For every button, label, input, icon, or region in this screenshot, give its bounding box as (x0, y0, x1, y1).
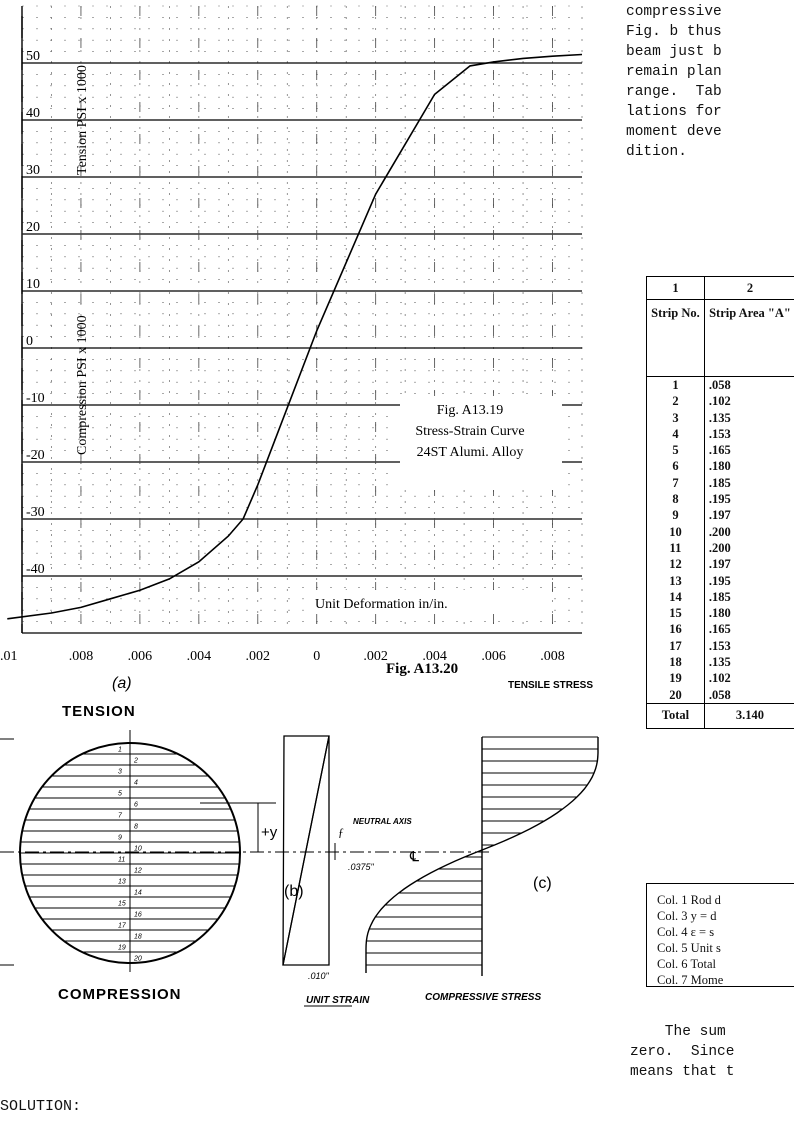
fig-a13-20-title: Fig. A13.20 (386, 661, 459, 677)
strip-number: 10 (134, 845, 142, 853)
strip-area-column (704, 377, 794, 704)
strip-number-cell: 20 (669, 687, 682, 702)
strip-number-cell: 5 (672, 443, 679, 458)
strip-area-cell: .197 (708, 557, 731, 572)
text-line: zero. Since (630, 1044, 735, 1060)
strip-number-cell: 14 (669, 589, 682, 604)
y-tick-label: -30 (26, 505, 45, 520)
strip-number: 11 (118, 856, 126, 864)
text-line: beam just b (626, 44, 722, 60)
neutral-axis-text: NEUTRAL AXIS (353, 817, 412, 826)
text-line: range. Tab (626, 84, 722, 100)
unit-strain-label: UNIT STRAIN (306, 995, 370, 1006)
x-tick-label: .002 (245, 649, 271, 664)
col2-header: Strip Area "A" (704, 300, 794, 377)
total-value: 3.140 (704, 703, 794, 728)
strip-number: 14 (134, 889, 142, 897)
strip-area-cell: .165 (708, 443, 731, 458)
solution-heading: SOLUTION: (0, 1098, 82, 1115)
strip-area-cell: .165 (708, 622, 731, 637)
strip-area-cell: .185 (708, 589, 731, 604)
y-tick-label: -40 (26, 562, 45, 577)
strip-area-cell: .197 (708, 508, 731, 523)
text-line: means that t (630, 1064, 735, 1080)
strip-area-cell: .195 (708, 492, 731, 507)
note-line: Col. 4 ε = s (657, 925, 715, 939)
note-line: Col. 3 y = d (657, 909, 717, 923)
text-line: remain plan (626, 64, 722, 80)
x-tick-label: .008 (540, 649, 565, 664)
strip-number: 17 (118, 922, 126, 930)
table-column-numbers (647, 277, 794, 300)
strip-number-cell: 2 (672, 394, 679, 409)
strip-number: 20 (134, 955, 142, 963)
note-line: Col. 7 Mome (657, 973, 724, 987)
strip-area-cell: .102 (708, 394, 731, 409)
chart-subtitle-alloy: 24ST Alumi. Alloy (416, 445, 524, 460)
strip-number-cell: 8 (672, 492, 679, 507)
strip-area-cell: .185 (708, 475, 731, 490)
strip-number-cell: 11 (669, 540, 682, 555)
x-tick-label: .006 (127, 649, 153, 664)
strip-number-cell: 12 (669, 557, 682, 572)
strip-area-cell: .102 (708, 671, 731, 686)
y-tick-labels (26, 49, 45, 577)
centerline-symbol: ℄ (410, 850, 419, 865)
strip-number-cell: 4 (672, 426, 679, 441)
y-dimension-label: +y (261, 824, 278, 841)
col1-header: Strip No. (647, 300, 705, 377)
strip-number: 18 (134, 933, 142, 941)
x-tick-label: 0 (313, 649, 321, 664)
label-a: (a) (112, 675, 132, 692)
chart-major-grid (22, 6, 582, 633)
y-axis-label-compression: Compression PSI x 1000 (75, 315, 90, 455)
x-tick-label: .008 (68, 649, 94, 664)
strip-number: 3 (118, 768, 122, 776)
strip-number: 1 (118, 746, 122, 754)
unit-strain-value: .010" (308, 971, 329, 981)
y-axis-label-tension: Tension PSI x 1000 (75, 65, 90, 175)
col-number-2: 2 (704, 277, 794, 300)
note-line: Col. 5 Unit s (657, 941, 721, 955)
strip-number-cell: 13 (669, 573, 682, 588)
strip-number: 5 (118, 790, 122, 798)
compressive-stress-label: COMPRESSIVE STRESS (425, 992, 542, 1003)
strip-number: 15 (118, 900, 126, 908)
strip-number-cell: 9 (672, 508, 679, 523)
strip-area-cell: .200 (708, 540, 731, 555)
strip-number: 19 (118, 944, 126, 952)
strip-number: 2 (134, 757, 138, 765)
strip-number-cell: 1 (672, 378, 679, 392)
y-tick-label: 20 (26, 220, 40, 235)
label-b: (b) (284, 883, 304, 900)
offset-label: .0375" (348, 862, 374, 872)
strip-number: 12 (134, 867, 142, 875)
total-label: Total (647, 703, 705, 728)
strip-number: 16 (134, 911, 142, 919)
strip-area-cell: .153 (708, 426, 731, 441)
text-line: Fig. b thus (626, 24, 722, 40)
strip-number: 6 (134, 801, 138, 809)
label-c: (c) (533, 875, 552, 892)
strip-number-cell: 15 (669, 606, 682, 621)
chart-subtitle: Stress-Strain Curve (415, 424, 525, 439)
strip-area-cell: .153 (708, 638, 731, 653)
x-tick-label: .01 (0, 649, 18, 664)
strip-number-cell: 18 (669, 655, 682, 670)
strip-number-cell: 10 (669, 524, 682, 539)
strain-triangle-bottom (283, 736, 329, 965)
tensile-stress-label: TENSILE STRESS (508, 680, 594, 691)
tension-label: TENSION (62, 703, 136, 720)
compression-label: COMPRESSION (58, 986, 182, 1003)
y-tick-label: -10 (26, 391, 45, 406)
text-line: dition. (626, 144, 687, 160)
chart-minor-grid (22, 6, 582, 633)
strip-number: 13 (118, 878, 126, 886)
text-line: compressive (626, 4, 722, 20)
strip-number: 9 (118, 834, 122, 842)
strip-number-cell: 7 (672, 475, 679, 490)
x-tick-label: .002 (363, 649, 388, 664)
bottom-paragraph (630, 1022, 794, 1082)
strip-area-cell: .180 (708, 606, 731, 621)
fig-a13-20 (0, 661, 598, 1006)
y-tick-label: 0 (26, 334, 33, 349)
strip-area-cell: .135 (708, 410, 731, 425)
strip-number: 4 (134, 779, 138, 787)
table-headers (647, 300, 794, 377)
table-body (647, 377, 794, 704)
strip-table (646, 276, 794, 729)
x-tick-label: .004 (186, 649, 212, 664)
text-line: The sum (630, 1024, 726, 1040)
y-tick-label: -20 (26, 448, 45, 463)
table-total-row (647, 703, 794, 728)
strip-area-cell: .180 (708, 459, 731, 474)
stress-strain-chart (0, 6, 582, 664)
y-tick-label: 50 (26, 49, 40, 64)
strip-number-column (647, 377, 705, 704)
strip-area-cell: .195 (708, 573, 731, 588)
chart-title: Fig. A13.19 (436, 403, 504, 418)
column-notes (646, 883, 794, 987)
right-column-text (626, 2, 794, 162)
neutral-axis-symbol: ƒ (338, 825, 344, 839)
note-line: Col. 1 Rod d (657, 893, 721, 907)
x-tick-label: .006 (481, 649, 506, 664)
strip-number-cell: 17 (669, 638, 682, 653)
strip-area-cell: .200 (708, 524, 731, 539)
strip-number-cell: 3 (672, 410, 679, 425)
text-line: moment deve (626, 124, 722, 140)
note-line: Col. 6 Total (657, 957, 716, 971)
strip-number: 8 (134, 823, 138, 831)
x-tick-labels (0, 649, 565, 664)
strip-area-cell: .135 (708, 655, 731, 670)
strip-area-cell: .058 (708, 687, 731, 702)
strip-area-cell: .058 (708, 378, 731, 392)
strip-number-cell: 19 (669, 671, 682, 686)
y-tick-label: 10 (26, 277, 40, 292)
strip-number-cell: 16 (669, 622, 682, 637)
x-tick-label: .004 (422, 649, 447, 664)
strip-number: 7 (118, 812, 122, 820)
y-tick-label: 40 (26, 106, 40, 121)
col-number-1: 1 (647, 277, 705, 300)
x-axis-label: Unit Deformation in/in. (315, 597, 448, 612)
strip-number-cell: 6 (672, 459, 679, 474)
text-line: lations for (626, 104, 722, 120)
y-tick-label: 30 (26, 163, 40, 178)
